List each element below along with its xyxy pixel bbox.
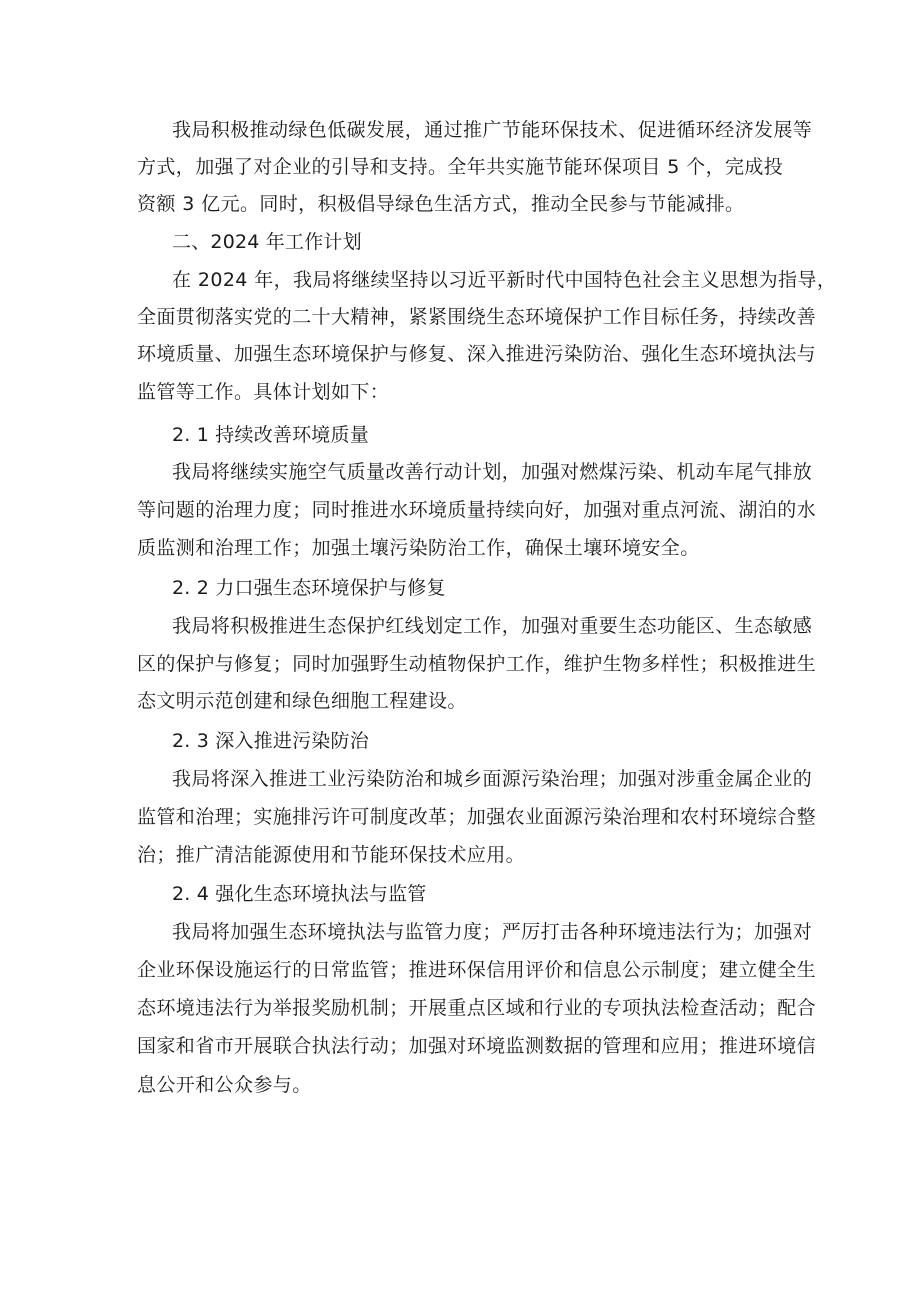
paragraph-line: 国家和省市开展联合执法行动；加强对环境监测数据的管理和应用；推进环境信 [137, 1035, 817, 1057]
paragraph-line: 我局将深入推进工业污染防治和城乡面源污染治理；加强对涉重金属企业的 [172, 768, 813, 790]
paragraph-line: 态环境违法行为举报奖励机制；开展重点区域和行业的专项执法检查活动；配合 [137, 997, 817, 1019]
paragraph-line: 监管等工作。具体计划如下： [137, 381, 390, 403]
paragraph-line: 在 2024 年，我局将继续坚持以习近平新时代中国特色社会主义思想为指导， [172, 269, 837, 291]
paragraph-line: 监管和治理；实施排污许可制度改革；加强农业面源污染治理和农村环境综合整 [137, 806, 817, 828]
paragraph-line: 治；推广清洁能源使用和节能环保技术应用。 [137, 844, 526, 866]
subsection-heading: 2. 3 深入推进污染防治 [172, 730, 369, 752]
paragraph-line: 质监测和治理工作；加强土壤污染防治工作，确保土壤环境安全。 [137, 537, 700, 559]
subsection-heading: 2. 2 力口强生态环境保护与修复 [172, 577, 446, 599]
paragraph-line: 区的保护与修复；同时加强野生动植物保护工作，维护生物多样性；积极推进生 [137, 653, 817, 675]
section-heading: 二、2024 年工作计划 [172, 231, 362, 253]
subsection-heading: 2. 4 强化生态环境执法与监管 [172, 883, 427, 905]
paragraph-line: 我局将加强生态环境执法与监管力度；严厉打击各种环境违法行为；加强对 [172, 921, 813, 943]
paragraph-line: 环境质量、加强生态环境保护与修复、深入推进污染防治、强化生态环境执法与 [137, 343, 817, 365]
paragraph-line: 全面贯彻落实党的二十大精神，紧紧围绕生态环境保护工作目标任务，持续改善 [137, 306, 817, 328]
paragraph-line: 资额 3 亿元。同时，积极倡导绿色生活方式，推动全民参与节能减排。 [137, 193, 745, 215]
paragraph-line: 态文明示范创建和绿色细胞工程建设。 [137, 690, 467, 712]
paragraph-line: 方式，加强了对企业的引导和支持。全年共实施节能环保项目 5 个，完成投 [137, 156, 784, 178]
paragraph-line: 等问题的治理力度；同时推进水环境质量持续向好，加强对重点河流、湖泊的水 [137, 499, 817, 521]
subsection-heading: 2. 1 持续改善环境质量 [172, 424, 369, 446]
paragraph-line: 息公开和公众参与。 [137, 1074, 312, 1096]
paragraph-line: 我局将继续实施空气质量改善行动计划，加强对燃煤污染、机动车尾气排放 [172, 461, 813, 483]
paragraph-line: 我局积极推动绿色低碳发展，通过推广节能环保技术、促进循环经济发展等 [172, 119, 813, 141]
paragraph-line: 企业环保设施运行的日常监管；推进环保信用评价和信息公示制度；建立健全生 [137, 959, 817, 981]
paragraph-line: 我局将积极推进生态保护红线划定工作，加强对重要生态功能区、生态敏感 [172, 615, 813, 637]
